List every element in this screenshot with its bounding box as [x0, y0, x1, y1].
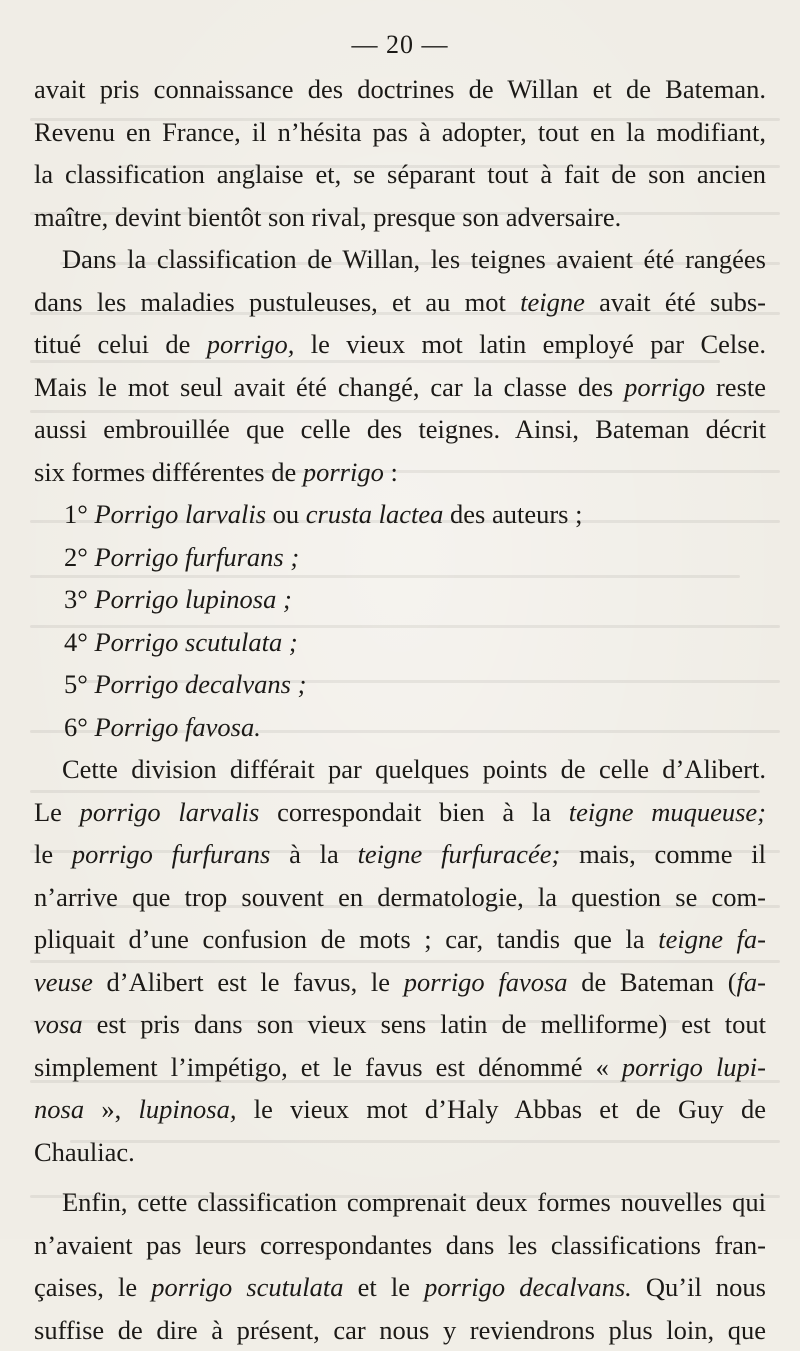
- text-line: [34, 1224, 766, 1267]
- list-item: [34, 621, 766, 664]
- italic-run: lupinosa,: [139, 1094, 237, 1124]
- text-run: »,: [84, 1094, 138, 1124]
- text-run: n’arrive que trop souvent en dermatologie, la question se com-: [34, 882, 766, 912]
- italic-run: vosa: [34, 1009, 83, 1039]
- italic-run: Porrigo scutulata ;: [94, 627, 297, 657]
- text-run: Chauliac.: [34, 1137, 135, 1167]
- list-item: [34, 706, 766, 749]
- text-line: [34, 68, 766, 111]
- text-line: [34, 791, 766, 834]
- italic-run: nosa: [34, 1094, 84, 1124]
- text-run: Qu’il nous: [632, 1272, 766, 1302]
- italic-run: porrigo scutulata: [151, 1272, 343, 1302]
- italic-run: porrigo furfurans: [72, 839, 270, 869]
- italic-run: porrigo,: [207, 329, 295, 359]
- text-run: 1°: [64, 499, 94, 529]
- italic-run: teigne muqueuse;: [569, 797, 766, 827]
- text-run: Cette division différait par quelques points de celle d’Alibert.: [62, 754, 766, 784]
- text-run: le: [34, 839, 72, 869]
- text-run: dans les maladies pustuleuses, et au mot: [34, 287, 520, 317]
- text-run: le vieux mot latin employé par Celse.: [294, 329, 766, 359]
- page-number: — 20 —: [0, 30, 800, 60]
- list-item: [34, 663, 766, 706]
- list-item: [34, 536, 766, 579]
- italic-run: veuse: [34, 967, 93, 997]
- text-run: avait été subs-: [585, 287, 766, 317]
- text-run: Le: [34, 797, 80, 827]
- text-run: des auteurs ;: [443, 499, 582, 529]
- text-run: Enfin, cette classification comprenait deux formes nouvelles qui: [62, 1187, 766, 1217]
- italic-run: porrigo lupi-: [622, 1052, 766, 1082]
- text-run: maître, devint bientôt son rival, presque son adversaire.: [34, 202, 621, 232]
- text-run: Mais le mot seul avait été changé, car la classe des: [34, 372, 624, 402]
- text-run: 4°: [64, 627, 94, 657]
- italic-run: Porrigo furfurans ;: [94, 542, 299, 572]
- text-line: [34, 748, 766, 791]
- italic-run: teigne furfuracée;: [358, 839, 561, 869]
- italic-run: porrigo favosa: [404, 967, 568, 997]
- italic-run: crusta lactea: [306, 499, 444, 529]
- italic-run: teigne fa-: [658, 924, 766, 954]
- text-line: [34, 1266, 766, 1309]
- italic-run: Porrigo decalvans ;: [94, 669, 306, 699]
- text-line: [34, 196, 766, 239]
- italic-run: porrigo: [303, 457, 384, 487]
- list-item: [34, 493, 766, 536]
- list-item: [34, 578, 766, 621]
- italic-run: porrigo: [624, 372, 705, 402]
- text-run: suffise de dire à présent, car nous y reviendrons plus loin, que: [34, 1315, 766, 1345]
- text-run: et le: [344, 1272, 425, 1302]
- text-run: reste: [705, 372, 766, 402]
- text-run: n’avaient pas leurs correspondantes dans les classifications fran-: [34, 1230, 766, 1260]
- italic-run: Porrigo favosa.: [94, 712, 260, 742]
- italic-run: Porrigo lupinosa ;: [94, 584, 291, 614]
- text-line: [34, 366, 766, 409]
- italic-run: teigne: [520, 287, 585, 317]
- italic-run: porrigo decalvans.: [424, 1272, 632, 1302]
- text-run: 3°: [64, 584, 94, 614]
- body-text: [34, 68, 766, 1351]
- text-run: aussi embrouillée que celle des teignes. Ainsi, Bateman décrit: [34, 414, 766, 444]
- text-run: six formes différentes de: [34, 457, 303, 487]
- text-run: avait pris connaissance des doctrines de Willan et de Bateman.: [34, 74, 766, 104]
- text-run: :: [384, 457, 398, 487]
- text-line: [34, 1003, 766, 1046]
- text-run: Revenu en France, il n’hésita pas à adopter, tout en la modifiant,: [34, 117, 766, 147]
- text-run: est pris dans son vieux sens latin de melliforme) est tout: [83, 1009, 766, 1039]
- text-line: [34, 1131, 766, 1174]
- text-run: 5°: [64, 669, 94, 699]
- text-run: 6°: [64, 712, 94, 742]
- text-line: [34, 876, 766, 919]
- text-line: [34, 1181, 766, 1224]
- text-line: [34, 1046, 766, 1089]
- text-run: çaises, le: [34, 1272, 151, 1302]
- text-run: mais, comme il: [560, 839, 766, 869]
- text-line: [34, 918, 766, 961]
- text-run: ou: [266, 499, 306, 529]
- text-line: [34, 153, 766, 196]
- text-line: [34, 408, 766, 451]
- text-line: [34, 1088, 766, 1131]
- text-run: de Bateman (: [568, 967, 737, 997]
- text-line: [34, 323, 766, 366]
- text-run: Dans la classification de Willan, les teignes avaient été rangées: [62, 244, 766, 274]
- text-run: d’Alibert est le favus, le: [93, 967, 404, 997]
- text-line: [34, 1309, 766, 1351]
- text-line: [34, 833, 766, 876]
- text-run: correspondait bien à la: [259, 797, 568, 827]
- text-line: [34, 961, 766, 1004]
- text-line: [34, 451, 766, 494]
- italic-run: porrigo larvalis: [80, 797, 260, 827]
- text-run: la classification anglaise et, se séparant tout à fait de son ancien: [34, 159, 766, 189]
- text-run: simplement l’impétigo, et le favus est dénommé «: [34, 1052, 622, 1082]
- text-run: 2°: [64, 542, 94, 572]
- text-line: [34, 281, 766, 324]
- text-run: le vieux mot d’Haly Abbas et de Guy de: [236, 1094, 766, 1124]
- text-run: pliquait d’une confusion de mots ; car, tandis que la: [34, 924, 658, 954]
- text-line: [34, 238, 766, 281]
- text-run: à la: [270, 839, 357, 869]
- text-run: titué celui de: [34, 329, 207, 359]
- italic-run: fa-: [737, 967, 766, 997]
- italic-run: Porrigo larvalis: [94, 499, 266, 529]
- text-line: [34, 111, 766, 154]
